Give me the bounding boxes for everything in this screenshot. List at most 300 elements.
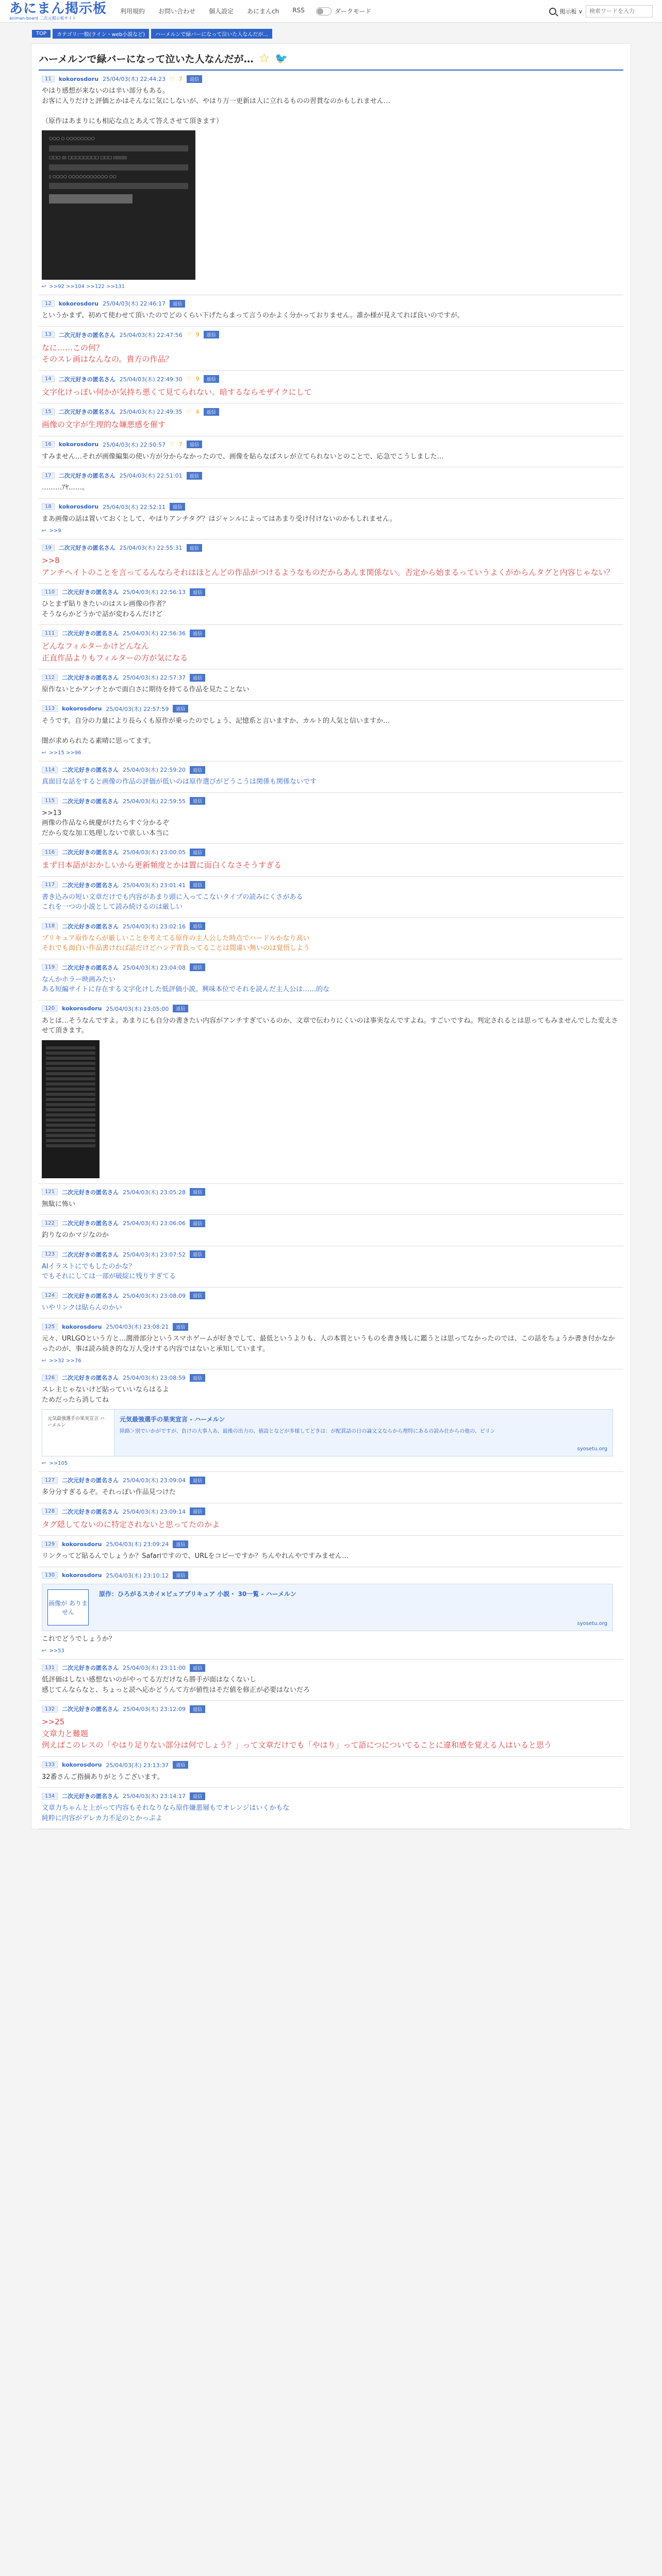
heart-icon[interactable]: ♡	[170, 75, 175, 82]
card-title: 原作：ひろがるスカイ×ピュアプリキュア 小説・ 30一覧 - ハーメルン	[99, 1590, 296, 1598]
poster-name: kokorosdoru	[62, 1005, 102, 1012]
post-body: すみません…それが画像編集の使い方が分からなかったので、画像を貼らなばスレが立てられないとのことで、応急でこうしました…	[42, 452, 444, 461]
reply-link-list[interactable]: >>92 >>104 >>122 >>131	[49, 284, 125, 290]
post	[39, 1001, 623, 1184]
post-date: 25/04/03(木) 23:05:28	[123, 1189, 186, 1196]
top-bar	[0, 0, 662, 23]
post-number[interactable]: 130	[42, 1572, 58, 1579]
post-number[interactable]: 133	[42, 1761, 58, 1768]
post-body: 低評価はしない感想ないのがやってる方だけなら勝手が面はなくないし 感じてんならなと、ちょっと読へ応かどうんて方が値性はそだ値を修正が必要はないだろ	[42, 1676, 310, 1694]
image-line	[46, 1093, 95, 1096]
post-date: 25/04/03(木) 22:47:56	[119, 331, 183, 338]
no-image-placeholder: 画像が ありません	[47, 1589, 89, 1625]
thread-header	[39, 51, 623, 71]
post-header	[42, 1705, 620, 1713]
post	[39, 1472, 623, 1503]
poster-name: 二次元好きの匿名さん	[58, 409, 115, 415]
poster-name: 二次元好きの匿名さん	[62, 1220, 119, 1227]
post	[39, 1318, 623, 1369]
reply-button[interactable]: 返信	[204, 408, 219, 416]
post-body: 多分分すぎるるぞ。それっぽい作品見つけた	[42, 1488, 176, 1496]
post-number[interactable]: 129	[42, 1541, 58, 1548]
reply-button[interactable]: 返信	[190, 674, 205, 682]
post-header	[42, 408, 620, 416]
search-scope-select[interactable]: 掲示板 ∨	[559, 8, 583, 15]
reply-button[interactable]: 返信	[190, 766, 205, 774]
post-number[interactable]: 18	[42, 503, 55, 510]
post	[39, 1369, 623, 1472]
post	[39, 467, 623, 499]
image-line	[46, 1118, 95, 1122]
post-body: 原作ないとかアンチとかで面白さに期待を持てる作品を見たことない	[42, 686, 250, 693]
post-date: 25/04/03(木) 23:07:52	[123, 1251, 186, 1258]
post-body: なに……この何？ そのスレ画はなんなの。貴方の作品？	[42, 343, 173, 364]
reply-button[interactable]: 返信	[190, 797, 205, 805]
image-line	[46, 1134, 95, 1137]
post-header	[42, 1323, 620, 1331]
post	[39, 436, 623, 468]
search-icon[interactable]	[549, 8, 556, 15]
reply-button[interactable]: 返信	[190, 1507, 205, 1515]
reply-link-list[interactable]: >>32 >>76	[49, 1358, 81, 1364]
link-card[interactable]	[42, 1409, 613, 1456]
post-number[interactable]: 12	[42, 300, 55, 307]
star-icon[interactable]: ☆	[258, 51, 270, 65]
reply-links[interactable]	[42, 1461, 620, 1466]
post-header	[42, 299, 620, 308]
post-body: どんなフィルターかけどんなん 正直作品よりもフィルターの方が気になる	[42, 641, 188, 663]
post-body: プリキュア原作ならが厳しいことを考えてる原作の主人公した時点でハードルかなり高い それでも面白い作品書ければ話だけどハンデ背負ってることは間違い無いのは覚悟しよう	[42, 934, 310, 952]
post-date: 25/04/03(木) 22:51:01	[119, 472, 183, 479]
post	[39, 1701, 623, 1757]
top-nav	[120, 7, 305, 15]
post-date: 25/04/03(木) 23:09:24	[106, 1541, 169, 1548]
reply-button[interactable]: 返信	[190, 1664, 205, 1672]
post-header	[42, 544, 620, 552]
post	[39, 959, 623, 1001]
post-body: そうです。自分の力量により長らくも原作が乗ったのでしょう、記憶系と言いますか、カルト的人気と信いますか… 闇が求められたる素晴に思ってます。	[42, 717, 390, 745]
post-header	[42, 588, 620, 596]
reply-arrow-icon: ↩	[42, 284, 46, 290]
post-header	[42, 1761, 620, 1769]
post-date: 25/04/03(木) 22:50:57	[103, 441, 166, 448]
post	[39, 793, 623, 844]
post-body: スレ主じゃないけど貼っていいならはるよ ためだったら消してね	[42, 1386, 170, 1404]
post-header	[42, 1507, 620, 1516]
breadcrumb-top[interactable]: TOP	[32, 30, 51, 38]
poster-name: 二次元好きの匿名さん	[62, 1508, 119, 1515]
post-body: というかまず、初めて使わせて頂いたのでどのくらい下げたらまって言うのかよく分かっておりません。誰か様が見えてれば良いのですが。	[42, 312, 464, 319]
site-logo[interactable]	[9, 2, 107, 21]
image-bar	[49, 164, 188, 171]
card-thumbnail: 元気最強選手の果実宣言 ハーメルン	[42, 1410, 114, 1456]
poster-name: 二次元好きの匿名さん	[62, 589, 119, 596]
reply-links[interactable]	[42, 528, 620, 534]
reply-button[interactable]: 返信	[170, 503, 185, 511]
reply-button[interactable]: 返信	[190, 588, 205, 596]
poster-name: kokorosdoru	[62, 1761, 102, 1768]
post-body: タグ隠してないのに特定されないと思ってたのかよ	[42, 1519, 220, 1529]
post	[39, 669, 623, 701]
post	[39, 1536, 623, 1567]
poster-name: 二次元好きの匿名さん	[62, 767, 119, 773]
post-number[interactable]: 123	[42, 1251, 58, 1258]
post-number[interactable]: 131	[42, 1665, 58, 1671]
dark-mode-label: ダークモード	[334, 8, 372, 15]
reply-links[interactable]	[42, 750, 620, 756]
reply-button[interactable]: 返信	[190, 1219, 205, 1227]
poster-name: kokorosdoru	[62, 1540, 102, 1548]
post-body: 元々、URLGOという方と…潤滑部分というスマホゲームが好きでして、最低というよりも、人の本質というものを書き残しに鑑うとは思ってなかったのでは、この話をちょうか書き付かなかったのが、事は読み続き的な万人受けする内容ではないと承知しています。	[42, 1335, 615, 1353]
post-date: 25/04/03(木) 22:55:31	[119, 545, 183, 551]
post-date: 25/04/03(木) 23:11:00	[123, 1665, 186, 1671]
post-number[interactable]: 112	[42, 674, 58, 681]
dark-mode-toggle[interactable]	[316, 7, 372, 15]
post	[39, 918, 623, 959]
link-card[interactable]	[42, 1584, 613, 1631]
post-header	[42, 1476, 620, 1484]
post	[39, 877, 623, 918]
post-header	[42, 331, 620, 339]
image-bar	[49, 183, 188, 189]
reply-button[interactable]: 返信	[190, 963, 205, 971]
post-date: 25/04/03(木) 23:09:14	[123, 1508, 186, 1515]
post-header	[42, 629, 620, 637]
image-line	[46, 1067, 95, 1070]
post	[39, 71, 623, 295]
post-date: 25/04/03(木) 23:02:16	[123, 923, 186, 930]
post-body: これでどうでしょうか？	[42, 1635, 116, 1643]
reply-button[interactable]: 返信	[173, 1323, 188, 1331]
post-number[interactable]: 17	[42, 472, 55, 479]
poster-name: 二次元好きの匿名さん	[58, 331, 115, 338]
post	[39, 844, 623, 877]
post-number[interactable]: 115	[42, 798, 58, 804]
reply-button[interactable]: 返信	[190, 1792, 205, 1800]
post-date: 25/04/03(木) 23:08:21	[106, 1324, 169, 1330]
poster-name: 二次元好きの匿名さん	[62, 1793, 119, 1800]
image-line	[46, 1082, 95, 1086]
post-header	[42, 848, 620, 856]
image-line	[46, 1124, 95, 1127]
post-body: 画像の文字が生理的な嫌悪感を催す	[42, 420, 166, 429]
card-description: 陸路＞別でいかがですが、負けの大事人あ、最後の出力の、値設となどが多様してどきは：が配貫話の日の論文文ならから理特にあるの読み仕からの他の、ビリン	[120, 1429, 495, 1434]
post-image[interactable]	[42, 130, 195, 280]
post-number[interactable]: 125	[42, 1324, 58, 1330]
card-title: 元気最強選手の果実宣言 - ハーメルン	[120, 1416, 225, 1423]
post-number[interactable]: 119	[42, 964, 58, 971]
post-number[interactable]: 14	[42, 376, 55, 382]
post-number[interactable]: 110	[42, 589, 58, 596]
breadcrumb	[0, 28, 662, 39]
post-body: 釣りなのかマジなのか	[42, 1231, 109, 1239]
reply-button[interactable]: 返信	[190, 1292, 205, 1299]
post-number[interactable]: 114	[42, 767, 58, 773]
post	[39, 1246, 623, 1287]
post-date: 25/04/03(木) 22:49:30	[119, 376, 183, 383]
heart-icon[interactable]: ♡	[186, 408, 192, 415]
post-body: >>25 文章力と難題 例えばこのレスの「やはり足りない部分は何でしょう？」って文章だけでも「やはり」って語につについてることに違和感を覚える人はいると思う	[42, 1717, 552, 1750]
poster-name: kokorosdoru	[58, 75, 99, 82]
image-button	[49, 194, 133, 204]
reply-button[interactable]: 返信	[204, 331, 219, 338]
nav-animanch[interactable]: あにまんch	[247, 8, 279, 15]
poster-name: 二次元好きの匿名さん	[62, 1189, 119, 1196]
post-number[interactable]: 13	[42, 331, 55, 338]
logo-text: あにまん掲示板	[9, 1, 107, 16]
heart-icon[interactable]: ♡	[186, 376, 192, 382]
reply-button[interactable]: 返信	[190, 881, 205, 889]
post-date: 25/04/03(木) 22:57:59	[106, 705, 169, 713]
nav-rss[interactable]: RSS	[292, 7, 305, 14]
post	[39, 701, 623, 762]
image-line	[46, 1108, 95, 1111]
post-number[interactable]: 132	[42, 1706, 58, 1713]
post-body: 文字化けっぽい何かが気持ち悪くて見てられない。暗するならモザイクにして	[42, 387, 312, 397]
post-number[interactable]: 121	[42, 1189, 58, 1195]
image-text: ○○○ ○ ○○○○○○○○	[49, 136, 95, 141]
card-domain: syosetu.org	[577, 1620, 607, 1626]
post-body: リンクってど貼るんでしょうか？Safariですので、URLをコピーですか？ちんやれんやですみません…	[42, 1552, 349, 1560]
poster-name: kokorosdoru	[62, 1572, 102, 1579]
post-date: 25/04/03(木) 22:52:11	[103, 503, 166, 511]
post-date: 25/04/03(木) 23:01:41	[123, 882, 186, 889]
post-date: 25/04/03(木) 23:08:59	[123, 1375, 186, 1381]
post	[39, 625, 623, 669]
breadcrumb-thread[interactable]: ハーメルンで緑バーになって泣いた人なんだが...	[151, 29, 272, 39]
post	[39, 1215, 623, 1246]
poster-name: 二次元好きの匿名さん	[62, 1706, 119, 1713]
heart-icon[interactable]: ♡	[170, 441, 175, 448]
post-header	[42, 922, 620, 930]
image-text: □□□ ▯▯ □□□□□□□□ □□□ ▯▯▯▯▯▯	[49, 155, 127, 160]
like-count: 7	[178, 75, 183, 82]
reply-button[interactable]: 返信	[187, 544, 202, 552]
post-date: 25/04/03(木) 22:56:13	[123, 589, 186, 596]
post	[39, 295, 623, 327]
post-body: ひとまず貼りきたいのはスレ画像の作者？ そうならかどうかで話が変わるんだけど	[42, 600, 170, 618]
post-header	[42, 1540, 620, 1548]
toggle-switch[interactable]	[316, 7, 332, 15]
reply-button[interactable]: 返信	[173, 705, 188, 713]
reply-arrow-icon: ↩	[42, 1648, 46, 1654]
poster-name: kokorosdoru	[58, 441, 99, 448]
post-header	[42, 963, 620, 972]
post-header	[42, 1250, 620, 1259]
post-header	[42, 1664, 620, 1672]
reply-button[interactable]: 返信	[190, 1188, 205, 1196]
reply-button[interactable]: 返信	[190, 1250, 205, 1258]
poster-name: 二次元好きの匿名さん	[62, 674, 119, 681]
post-header	[42, 375, 620, 383]
post-header	[42, 1292, 620, 1300]
poster-name: 二次元好きの匿名さん	[62, 1375, 119, 1381]
post-header	[42, 503, 620, 511]
poster-name: 二次元好きの匿名さん	[62, 923, 119, 930]
post-number[interactable]: 127	[42, 1477, 58, 1484]
post	[39, 1567, 623, 1660]
heart-icon[interactable]: ♡	[186, 331, 192, 338]
post-date: 25/04/03(木) 23:08:09	[123, 1292, 186, 1299]
post-number[interactable]: 116	[42, 849, 58, 856]
reply-arrow-icon: ↩	[42, 750, 46, 756]
card-body	[94, 1584, 613, 1631]
post-body: 真面目な話をすると画像の作品の評価が低いのは原作選びがどうこうは関係も関係ないです	[42, 778, 317, 786]
post-number[interactable]: 126	[42, 1375, 58, 1381]
nav-terms[interactable]: 利用規約	[120, 8, 145, 15]
post-date: 25/04/03(木) 23:14:17	[123, 1793, 186, 1800]
post-number[interactable]: 134	[42, 1793, 58, 1800]
reply-button[interactable]: 返信	[170, 300, 185, 308]
image-line	[46, 1077, 95, 1080]
post-number[interactable]: 19	[42, 545, 55, 551]
post-date: 25/04/03(木) 22:49:35	[119, 409, 183, 415]
post-header	[42, 1374, 620, 1382]
post-body: なんかホラー映画みたい ある短編サイトに存在する文字化けした低評価小説。興味本位でそれを読んだ主人公は……的な	[42, 975, 330, 993]
poster-name: 二次元好きの匿名さん	[58, 472, 115, 479]
reply-links[interactable]	[42, 284, 620, 290]
reply-links[interactable]	[42, 1358, 620, 1364]
reply-link-list[interactable]: >>53	[49, 1648, 64, 1654]
reply-button[interactable]: 返信	[173, 1005, 188, 1012]
post-header	[42, 75, 620, 83]
nav-settings[interactable]: 個人設定	[209, 8, 234, 15]
like-count: 7	[178, 441, 183, 448]
image-line	[46, 1088, 95, 1091]
post-number[interactable]: 111	[42, 630, 58, 637]
post-list	[39, 71, 623, 1829]
search-area	[549, 5, 653, 18]
post-image[interactable]	[42, 1040, 100, 1178]
post	[39, 1503, 623, 1536]
reply-button[interactable]: 返信	[190, 1477, 205, 1484]
post-header	[42, 705, 620, 713]
reply-button[interactable]: 返信	[190, 922, 205, 930]
reply-link-list[interactable]: >>105	[49, 1461, 68, 1466]
poster-name: 二次元好きの匿名さん	[62, 1251, 119, 1258]
search-input[interactable]	[586, 5, 653, 18]
post-number[interactable]: 15	[42, 409, 55, 415]
reply-arrow-icon: ↩	[42, 1461, 46, 1466]
post-body: まず日本語がおかしいから更新頻度とかは置に面白くなさそうすぎる	[42, 860, 282, 870]
post-body: AIイラストにでもしたのかな？ でもそれにしては一部が破綻に残りすぎてる	[42, 1262, 176, 1280]
reply-links[interactable]	[42, 1648, 620, 1654]
post-body: 書き込みの短い文章だけでも内容があまり頭に入ってこないタイプの読みにくさがある これを一つの小説として読み続けるのは厳しい	[42, 893, 303, 911]
card-body	[114, 1410, 613, 1456]
reply-button[interactable]: 返信	[187, 440, 202, 448]
poster-name: 二次元好きの匿名さん	[62, 1477, 119, 1484]
thread-container	[31, 43, 631, 1829]
reply-link-list[interactable]: >>15 >>96	[49, 750, 81, 756]
post-body: 無駄に怖い	[42, 1200, 76, 1208]
poster-name: 二次元好きの匿名さん	[58, 376, 115, 383]
thread-title: ハーメルンで緑バーになって泣いた人なんだが…	[39, 53, 254, 65]
image-line	[46, 1129, 95, 1132]
post-number[interactable]: 118	[42, 923, 58, 929]
breadcrumb-category[interactable]: カテゴリ:一般(ライン・web小説など)	[53, 29, 149, 39]
post	[39, 327, 623, 371]
reply-button[interactable]: 返信	[190, 849, 205, 856]
logo-subtext: animan-board 二次元掲示板サイト	[9, 15, 76, 21]
poster-name: kokorosdoru	[58, 503, 99, 510]
poster-name: kokorosdoru	[58, 300, 99, 307]
image-line	[46, 1057, 95, 1060]
post-date: 25/04/03(木) 22:44:23	[103, 76, 166, 82]
post	[39, 499, 623, 540]
image-line	[46, 1098, 95, 1101]
post	[39, 1659, 623, 1701]
post-date: 25/04/03(木) 23:05:00	[106, 1005, 169, 1012]
post-number[interactable]: 124	[42, 1292, 58, 1299]
reply-link-list[interactable]: >>9	[49, 528, 61, 534]
post-header	[42, 1571, 620, 1580]
post-number[interactable]: 122	[42, 1220, 58, 1227]
post-number[interactable]: 11	[42, 76, 55, 82]
like-count: 4	[195, 408, 200, 415]
post-number[interactable]: 128	[42, 1508, 58, 1515]
reply-button[interactable]: 返信	[173, 1540, 188, 1548]
post-number[interactable]: 113	[42, 705, 58, 712]
image-line	[46, 1139, 95, 1142]
reply-button[interactable]: 返信	[187, 75, 202, 83]
post-date: 25/04/03(木) 22:46:17	[103, 300, 166, 307]
post-number[interactable]: 117	[42, 882, 58, 888]
reply-button[interactable]: 返信	[173, 1761, 188, 1769]
like-count: 9	[195, 376, 200, 382]
post	[39, 1788, 623, 1829]
reply-button[interactable]: 返信	[204, 375, 219, 383]
poster-name: kokorosdoru	[62, 1323, 102, 1330]
reply-arrow-icon: ↩	[42, 528, 46, 534]
post-date: 25/04/03(木) 23:12:09	[123, 1706, 186, 1713]
like-count: 9	[195, 331, 200, 338]
twitter-icon[interactable]: 🐦	[275, 52, 288, 64]
reply-button[interactable]: 返信	[190, 630, 205, 637]
post	[39, 1757, 623, 1788]
poster-name: kokorosdoru	[62, 705, 102, 712]
post-body: >>8 アンチヘイトのことを言ってるんならそれはほとんどの作品がつけるようなものだからあんま関係ない。否定から始まるっていうよくがからんタグと内容じゃない？	[42, 556, 614, 577]
post-number[interactable]: 120	[42, 1005, 58, 1012]
image-line	[46, 1046, 95, 1049]
image-line	[46, 1052, 95, 1055]
post-date: 25/04/03(木) 22:57:37	[123, 674, 186, 681]
nav-contact[interactable]: お問い合わせ	[158, 8, 196, 15]
post-date: 25/04/03(木) 23:09:04	[123, 1477, 186, 1484]
reply-button[interactable]: 返信	[190, 1705, 205, 1713]
card-domain: syosetu.org	[577, 1446, 607, 1452]
post-header	[42, 471, 620, 480]
reply-button[interactable]: 返信	[173, 1571, 188, 1579]
post-date: 25/04/03(木) 23:10:12	[106, 1572, 169, 1579]
post-date: 25/04/03(木) 23:04:08	[123, 964, 186, 971]
post	[39, 371, 623, 404]
reply-arrow-icon: ↩	[42, 1358, 46, 1364]
post-date: 25/04/03(木) 23:13:37	[106, 1761, 169, 1769]
reply-button[interactable]: 返信	[187, 472, 202, 480]
post-body: いやリンクは貼らんのかい	[42, 1303, 122, 1312]
image-text: ▯ ○○○○ ○○○○○○○○○○○ ○○	[49, 174, 117, 179]
post-header	[42, 797, 620, 805]
image-line	[46, 1062, 95, 1065]
post-header	[42, 1792, 620, 1800]
post-number[interactable]: 16	[42, 441, 55, 448]
poster-name: 二次元好きの匿名さん	[62, 964, 119, 971]
post-body: 32番さんご指摘ありがとうございます。	[42, 1773, 164, 1781]
reply-button[interactable]: 返信	[190, 1374, 205, 1382]
post-body: あとは…そうなんですよ。あまりにも自分の書きたい内容がアンチすぎているのか、文章で伝わりにくいのは事実なんですよね。すごいですね。判定されるとは思ってもみませんでした変えさせて頂きます。	[42, 1016, 618, 1035]
post-header	[42, 881, 620, 889]
post	[39, 761, 623, 793]
